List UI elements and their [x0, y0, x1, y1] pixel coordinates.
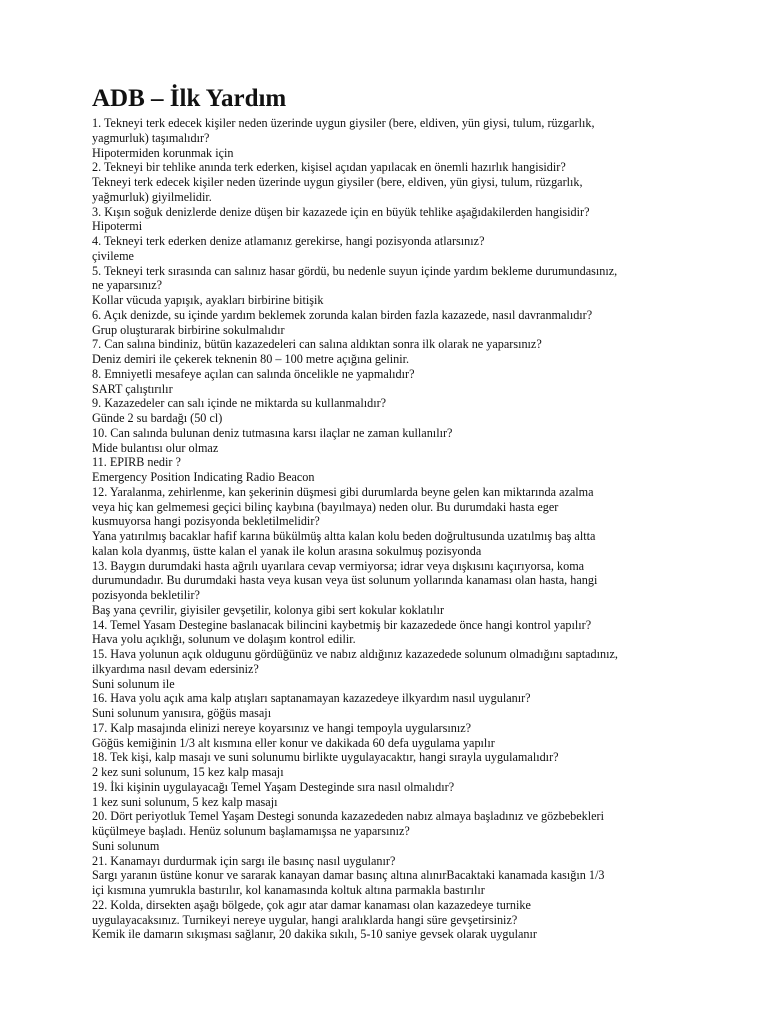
text-line: Deniz demiri ile çekerek teknenin 80 – 100 metre açığına gelinir. — [92, 352, 410, 366]
document-page — [92, 84, 692, 942]
text-line: 10. Can salında bulunan deniz tutmasına karsı ilaçlar ne zaman kullanılır? — [92, 425, 453, 440]
text-line: SART çalıştırılır — [92, 381, 173, 396]
text-line: Suni solunum yanısıra, göğüs masajı — [92, 706, 272, 720]
text-line: 19. İki kişinin uygulayacağı Temel Yaşam Desteginde sıra nasıl olmalıdır? — [92, 779, 455, 794]
text-line: Grup oluşturarak birbirine sokulmalıdır — [92, 322, 285, 337]
text-line: Göğüs kemiğinin 1/3 alt kısmına eller konur ve dakikada 60 defa uygulama yapılır — [92, 735, 495, 750]
text-line: 3. Kışın soğuk denizlerde denize düşen bir kazazede için en büyük tehlike aşağıdakilerden hangisidir? — [92, 204, 590, 219]
text-line: çivileme — [92, 248, 134, 263]
text-line: 9. Kazazedeler can salı içinde ne miktarda su kullanmalıdır? — [92, 396, 387, 411]
text-line: ilkyardıma nasıl devam edersiniz? — [92, 661, 259, 676]
text-line: ne yaparsınız? — [92, 278, 163, 293]
text-line: Emergency Position Indicating Radio Beacon — [92, 470, 315, 484]
text-line: durumundadır. Bu durumdaki hasta veya kusan veya üst solunum yollarında kanaması olan hasta, hangi — [92, 573, 598, 588]
text-line: yağmurluk) giyilmelidir. — [92, 189, 212, 204]
text-line: Sargı yaranın üstüne konur ve sararak kanayan damar basınç altına alınırBacaktaki kanamada kasığın 1/3 — [92, 868, 605, 883]
text-line: Suni solunum ile — [92, 676, 175, 691]
text-line: 5. Tekneyi terk sırasında can salınız hasar gördü, bu nedenle suyun içinde yardım bekleme durumundasınız, — [92, 263, 618, 278]
text-line: yagmurluk) taşımalıdır? — [92, 130, 210, 145]
text-line: 17. Kalp masajında elinizi nereye koyarsınız ve hangi tempoyla uygularsınız? — [92, 720, 472, 735]
text-line: 12. Yaralanma, zehirlenme, kan şekerinin düşmesi gibi durumlarda beyne gelen kan miktarında azalma — [92, 484, 594, 499]
text-line: 15. Hava yolunun açık oldugunu gördüğünüz ve nabız aldığınız kazazedede solunum olmadığını saptadınız, — [92, 647, 618, 661]
text-line: 20. Dört periyotluk Temel Yaşam Destegi sonunda kazazededen nabız almaya başladınız ve gözbebekleri — [92, 809, 604, 824]
text-line: 21. Kanamayı durdurmak için sargı ile basınç nasıl uygulanır? — [92, 853, 396, 868]
text-line: Günde 2 su bardağı (50 cl) — [92, 411, 223, 425]
text-line: Yana yatırılmış bacaklar hafif karına bükülmüş altta kalan kolu beden doğrultusunda uzatılmış baş altta — [92, 529, 596, 543]
text-line: 22. Kolda, dirsekten aşağı bölgede, çok agır atar damar kanaması olan kazazedeye turnike — [92, 897, 531, 912]
text-line: 14. Temel Yasam Destegine baslanacak bilincini kaybetmiş bir kazazedede önce hangi kontrol yapılır? — [92, 617, 592, 632]
text-line: 1 kez suni solunum, 5 kez kalp masajı — [92, 794, 278, 809]
text-line: içi kısmına yumrukla bastırılır, kol kanamasında koltuk altına parmakla bastırılır — [92, 883, 485, 897]
text-line: uygulayacaksınız. Turnikeyi nereye uygular, hangi aralıklarda hangi süre gevşetirsiniz? — [92, 912, 518, 927]
text-line: Hipotermiden korunmak için — [92, 145, 234, 160]
text-line: 16. Hava yolu açık ama kalp atışları saptanamayan kazazedeye ilkyardım nasıl uygulanır? — [92, 691, 531, 706]
text-line: pozisyonda bekletilir? — [92, 588, 200, 602]
text-line: 11. EPIRB nedir ? — [92, 455, 181, 470]
text-line: kalan kola dyanmış, üstte kalan el yanak ile kolun arasına sokulmuş pozisyonda — [92, 543, 482, 558]
text-line: 6. Açık denizde, su içinde yardım beklemek zorunda kalan birden fazla kazazede, nasıl davranmalıdır? — [92, 307, 593, 322]
text-line: Suni solunum — [92, 838, 160, 853]
text-line: Tekneyi terk edecek kişiler neden üzerinde uygun giysiler (bere, eldiven, yün giysi, tulum, rüzgarlık, — [92, 175, 583, 189]
document-body — [92, 116, 692, 942]
text-line: 2. Tekneyi bir tehlike anında terk ederken, kişisel açıdan yapılacak en önemli hazırlık hangisidir? — [92, 160, 566, 175]
text-line: 8. Emniyetli mesafeye açılan can salında öncelikle ne yapmalıdır? — [92, 366, 415, 381]
text-line: Kollar vücuda yapışık, ayakları birbirine bitişik — [92, 293, 324, 307]
text-line: 2 kez suni solunum, 15 kez kalp masajı — [92, 765, 284, 779]
document-title: ADB – İlk Yardım — [92, 85, 287, 112]
text-line: Hipotermi — [92, 219, 143, 234]
text-line: küçülmeye başladı. Henüz solunum başlamamışsa ne yaparsınız? — [92, 824, 410, 838]
text-line: 18. Tek kişi, kalp masajı ve suni solunumu birlikte uygulayacaktır, hangi sırayla uygulamalıdır? — [92, 750, 559, 765]
text-line: kusmuyorsa hangi pozisyonda bekletilmelidir? — [92, 514, 320, 529]
text-line: 13. Baygın durumdaki hasta ağrılı uyarılara cevap vermiyorsa; idrar veya dışkısını kaçırıyorsa, koma — [92, 558, 585, 573]
text-line: Kemik ile damarın sıkışması sağlanır, 20 dakika sıkılı, 5-10 saniye gevsek olarak uygulanır — [92, 927, 537, 942]
text-line: 7. Can salına bindiniz, bütün kazazedeleri can salına aldıktan sonra ilk olarak ne yaparsınız? — [92, 337, 542, 352]
text-line: 1. Tekneyi terk edecek kişiler neden üzerinde uygun giysiler (bere, eldiven, yün giysi, tulum, rüzgarlık, — [92, 116, 595, 130]
text-line: Baş yana çevrilir, giyisiler gevşetilir, kolonya gibi sert kokular koklatılır — [92, 602, 445, 617]
text-line: Hava yolu açıklığı, solunum ve dolaşım kontrol edilir. — [92, 632, 356, 647]
text-line: veya hiç kan gelmemesi geçici bilinç kaybına (bayılmaya) neden olur. Bu durumdaki hasta eger — [92, 499, 559, 514]
text-line: Mide bulantısı olur olmaz — [92, 440, 219, 455]
text-line: 4. Tekneyi terk ederken denize atlamanız gerekirse, hangi pozisyonda atlarsınız? — [92, 234, 485, 248]
